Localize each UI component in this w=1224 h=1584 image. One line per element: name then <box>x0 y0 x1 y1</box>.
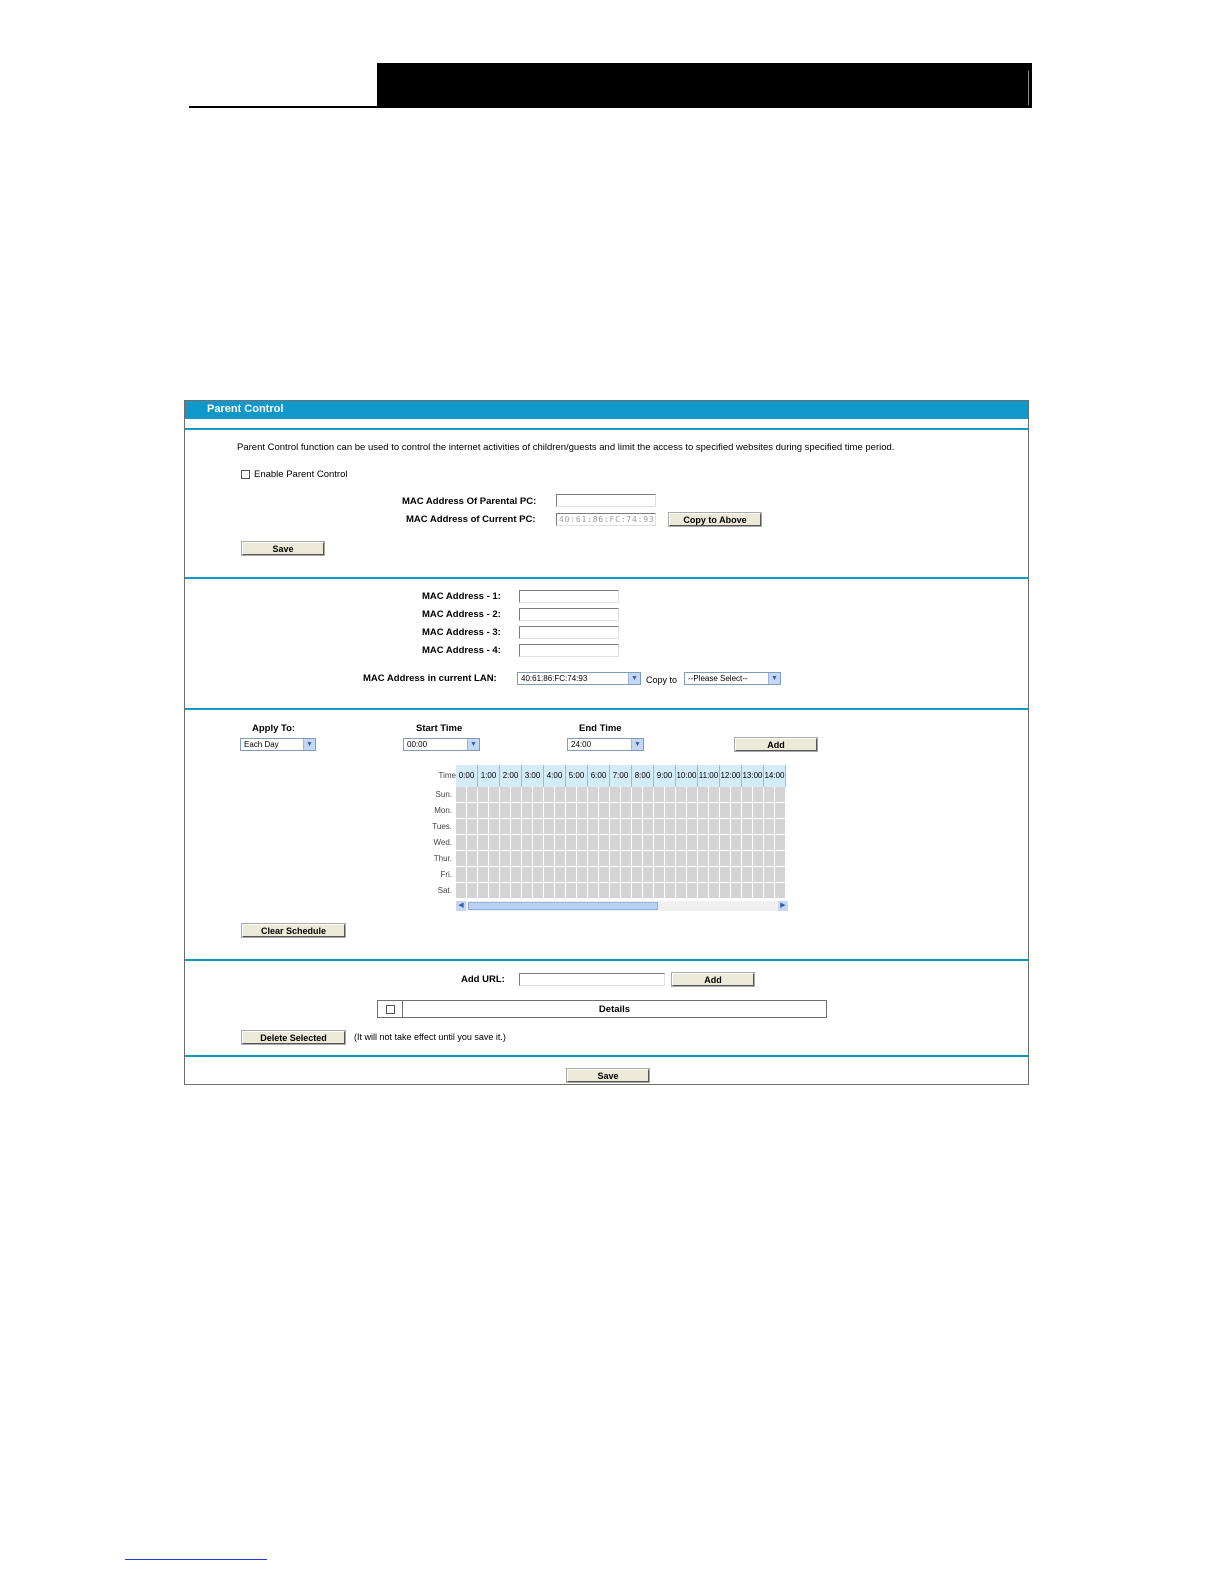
grid-cell[interactable] <box>489 803 500 819</box>
grid-cell[interactable] <box>599 787 610 803</box>
grid-cell[interactable] <box>610 803 621 819</box>
select-all-checkbox[interactable] <box>386 1005 395 1014</box>
grid-cell[interactable] <box>599 819 610 835</box>
grid-cell[interactable] <box>500 851 511 867</box>
grid-cell[interactable] <box>742 835 753 851</box>
grid-cell[interactable] <box>522 867 533 883</box>
grid-cell[interactable] <box>588 851 599 867</box>
grid-cell[interactable] <box>676 819 687 835</box>
grid-day-label: Thur. <box>433 854 452 863</box>
grid-cell[interactable] <box>599 867 610 883</box>
grid-cell[interactable] <box>610 867 621 883</box>
grid-cell[interactable] <box>698 803 709 819</box>
grid-cell[interactable] <box>566 867 577 883</box>
mac-address-3-input[interactable] <box>519 626 619 639</box>
grid-cell[interactable] <box>489 819 500 835</box>
chevron-down-icon: ▼ <box>628 673 640 684</box>
grid-cell[interactable] <box>577 867 588 883</box>
grid-hour-header: 8:00 <box>632 765 654 787</box>
grid-cell[interactable] <box>720 883 731 899</box>
grid-cell[interactable] <box>522 851 533 867</box>
grid-cell[interactable] <box>775 819 786 835</box>
grid-hour-header: 0:00 <box>456 765 478 787</box>
grid-cell[interactable] <box>533 803 544 819</box>
grid-cell[interactable] <box>709 819 720 835</box>
grid-cell[interactable] <box>742 883 753 899</box>
grid-cell[interactable] <box>577 883 588 899</box>
grid-cell[interactable] <box>632 819 643 835</box>
document-header-bar <box>377 63 1032 108</box>
grid-cell[interactable] <box>577 787 588 803</box>
grid-cell[interactable] <box>467 803 478 819</box>
grid-day-label: Mon. <box>434 806 452 815</box>
grid-cell[interactable] <box>742 787 753 803</box>
section-divider <box>185 1055 1028 1057</box>
grid-cell[interactable] <box>764 867 775 883</box>
grid-cell[interactable] <box>577 835 588 851</box>
grid-cell[interactable] <box>632 787 643 803</box>
grid-hour-header: 2:00 <box>500 765 522 787</box>
grid-cell[interactable] <box>456 787 467 803</box>
grid-cell[interactable] <box>742 819 753 835</box>
grid-cell[interactable] <box>500 835 511 851</box>
grid-cell[interactable] <box>456 851 467 867</box>
grid-cell[interactable] <box>709 803 720 819</box>
grid-hour-header: 3:00 <box>522 765 544 787</box>
delete-selected-button[interactable]: Delete Selected <box>242 1031 345 1044</box>
grid-cell[interactable] <box>698 867 709 883</box>
mac-in-lan-value: 40:61:86:FC:74:93 <box>521 674 588 683</box>
grid-cell[interactable] <box>489 867 500 883</box>
clear-schedule-button[interactable]: Clear Schedule <box>242 924 345 937</box>
grid-hour-header: 6:00 <box>588 765 610 787</box>
grid-cell[interactable] <box>555 867 566 883</box>
grid-cell[interactable] <box>544 851 555 867</box>
grid-cell[interactable] <box>731 851 742 867</box>
grid-cell[interactable] <box>610 835 621 851</box>
section-divider <box>185 577 1028 579</box>
grid-cell[interactable] <box>544 803 555 819</box>
grid-cell[interactable] <box>566 803 577 819</box>
grid-cell[interactable] <box>687 851 698 867</box>
grid-cell[interactable] <box>588 787 599 803</box>
grid-cell[interactable] <box>654 867 665 883</box>
grid-cell[interactable] <box>456 883 467 899</box>
apply-to-value: Each Day <box>244 740 279 749</box>
grid-cell[interactable] <box>709 787 720 803</box>
grid-cell[interactable] <box>577 819 588 835</box>
grid-cell[interactable] <box>720 803 731 819</box>
grid-cell[interactable] <box>522 883 533 899</box>
grid-cell[interactable] <box>775 803 786 819</box>
grid-cell[interactable] <box>698 819 709 835</box>
grid-cell[interactable] <box>555 851 566 867</box>
grid-cell[interactable] <box>687 803 698 819</box>
grid-cell[interactable] <box>632 835 643 851</box>
grid-cell[interactable] <box>511 819 522 835</box>
grid-cell[interactable] <box>511 883 522 899</box>
grid-cell[interactable] <box>753 803 764 819</box>
grid-cell[interactable] <box>720 867 731 883</box>
grid-cell[interactable] <box>654 819 665 835</box>
current-pc-label: MAC Address of Current PC: <box>406 514 536 525</box>
grid-cell[interactable] <box>764 883 775 899</box>
grid-cell[interactable] <box>632 803 643 819</box>
grid-hour-header: 1:00 <box>478 765 500 787</box>
grid-cell[interactable] <box>731 883 742 899</box>
description-text: Parent Control function can be used to control the internet activities of children/guests and limit the access to specified websites during specified time period. <box>237 442 895 453</box>
grid-cell[interactable] <box>731 803 742 819</box>
grid-cell[interactable] <box>621 819 632 835</box>
grid-hour-header: 13:00 <box>742 765 764 787</box>
grid-cell[interactable] <box>643 851 654 867</box>
grid-cell[interactable] <box>698 883 709 899</box>
grid-cell[interactable] <box>599 803 610 819</box>
grid-cell[interactable] <box>753 819 764 835</box>
grid-cell[interactable] <box>775 867 786 883</box>
grid-cell[interactable] <box>544 819 555 835</box>
grid-cell[interactable] <box>775 883 786 899</box>
grid-cell[interactable] <box>742 851 753 867</box>
apply-to-label: Apply To: <box>252 723 296 734</box>
scrollbar-thumb[interactable] <box>468 902 658 910</box>
grid-cell[interactable] <box>467 835 478 851</box>
grid-cell[interactable] <box>555 883 566 899</box>
grid-cell[interactable] <box>555 803 566 819</box>
mac-address-1-input[interactable] <box>519 590 619 603</box>
details-header: Details <box>598 1004 631 1015</box>
grid-cell[interactable] <box>522 819 533 835</box>
grid-cell[interactable] <box>456 819 467 835</box>
grid-cell[interactable] <box>500 787 511 803</box>
grid-cell[interactable] <box>522 803 533 819</box>
section-divider <box>185 428 1028 430</box>
add-url-button[interactable]: Add <box>672 973 754 986</box>
copy-to-label: Copy to <box>646 675 678 685</box>
grid-cell[interactable] <box>610 819 621 835</box>
grid-cell[interactable] <box>643 883 654 899</box>
grid-cell[interactable] <box>555 819 566 835</box>
grid-cell[interactable] <box>621 803 632 819</box>
grid-cell[interactable] <box>489 787 500 803</box>
grid-cell[interactable] <box>665 787 676 803</box>
parental-pc-mac-input[interactable] <box>556 494 656 507</box>
grid-cell[interactable] <box>753 867 764 883</box>
grid-cell[interactable] <box>643 819 654 835</box>
section-divider <box>185 708 1028 710</box>
panel-title: Parent Control <box>185 401 1028 419</box>
grid-cell[interactable] <box>654 851 665 867</box>
grid-day-label: Sun. <box>435 790 452 799</box>
grid-cell[interactable] <box>753 851 764 867</box>
grid-cell[interactable] <box>533 819 544 835</box>
mac-in-lan-label: MAC Address in current LAN: <box>363 673 497 684</box>
grid-cell[interactable] <box>566 835 577 851</box>
grid-cell[interactable] <box>753 883 764 899</box>
grid-cell[interactable] <box>544 835 555 851</box>
grid-cell[interactable] <box>533 851 544 867</box>
grid-cell[interactable] <box>676 883 687 899</box>
chevron-down-icon: ▼ <box>768 673 780 684</box>
grid-cell[interactable] <box>742 867 753 883</box>
grid-cell[interactable] <box>511 787 522 803</box>
grid-cell[interactable] <box>632 867 643 883</box>
grid-hour-header: 14:00 <box>764 765 786 787</box>
grid-day-label: Wed. <box>433 838 452 847</box>
grid-cell[interactable] <box>544 867 555 883</box>
copy-to-value: --Please Select-- <box>688 674 748 683</box>
grid-cell[interactable] <box>632 883 643 899</box>
mac-address-3-label: MAC Address - 3: <box>422 627 501 638</box>
grid-cell[interactable] <box>720 787 731 803</box>
grid-cell[interactable] <box>621 867 632 883</box>
grid-cell[interactable] <box>533 883 544 899</box>
grid-cell[interactable] <box>522 787 533 803</box>
grid-cell[interactable] <box>665 819 676 835</box>
grid-cell[interactable] <box>687 835 698 851</box>
end-time-value: 24:00 <box>571 740 592 749</box>
grid-cell[interactable] <box>610 883 621 899</box>
grid-cell[interactable] <box>478 787 489 803</box>
grid-cell[interactable] <box>577 851 588 867</box>
grid-cell[interactable] <box>731 819 742 835</box>
grid-cell[interactable] <box>654 787 665 803</box>
grid-cell[interactable] <box>511 803 522 819</box>
grid-cell[interactable] <box>566 819 577 835</box>
grid-day-label: Tues. <box>432 822 452 831</box>
chevron-down-icon: ▼ <box>303 739 315 750</box>
footer-save-button[interactable]: Save <box>567 1069 649 1082</box>
grid-cell[interactable] <box>533 787 544 803</box>
grid-cell[interactable] <box>533 835 544 851</box>
enable-parent-control-label: Enable Parent Control <box>254 469 348 480</box>
grid-cell[interactable] <box>720 819 731 835</box>
start-time-label: Start Time <box>416 723 463 734</box>
grid-cell[interactable] <box>577 803 588 819</box>
grid-cell[interactable] <box>720 835 731 851</box>
grid-cell[interactable] <box>500 867 511 883</box>
grid-cell[interactable] <box>687 883 698 899</box>
grid-cell[interactable] <box>643 803 654 819</box>
parental-pc-label: MAC Address Of Parental PC: <box>402 496 537 507</box>
grid-cell[interactable] <box>599 883 610 899</box>
grid-cell[interactable] <box>489 835 500 851</box>
grid-cell[interactable] <box>643 835 654 851</box>
mac-address-4-input[interactable] <box>519 644 619 657</box>
grid-cell[interactable] <box>764 787 775 803</box>
grid-cell[interactable] <box>621 835 632 851</box>
grid-cell[interactable] <box>632 851 643 867</box>
grid-cell[interactable] <box>588 867 599 883</box>
grid-cell[interactable] <box>709 867 720 883</box>
grid-cell[interactable] <box>456 867 467 883</box>
grid-cell[interactable] <box>698 835 709 851</box>
mac-address-2-label: MAC Address - 2: <box>422 609 501 620</box>
chevron-down-icon: ▼ <box>467 739 479 750</box>
grid-cell[interactable] <box>621 851 632 867</box>
grid-hour-header: 10:00 <box>676 765 698 787</box>
grid-cell[interactable] <box>698 787 709 803</box>
add-url-input[interactable] <box>519 973 665 986</box>
grid-cell[interactable] <box>610 787 621 803</box>
grid-cell[interactable] <box>555 835 566 851</box>
grid-hour-header: 4:00 <box>544 765 566 787</box>
grid-cell[interactable] <box>753 835 764 851</box>
grid-cell[interactable] <box>566 787 577 803</box>
chevron-down-icon: ▼ <box>631 739 643 750</box>
mac-address-4-label: MAC Address - 4: <box>422 645 501 656</box>
end-time-label: End Time <box>579 723 622 734</box>
grid-cell[interactable] <box>676 835 687 851</box>
grid-cell[interactable] <box>489 883 500 899</box>
grid-time-header: Time <box>427 765 456 787</box>
grid-cell[interactable] <box>764 803 775 819</box>
mac-address-2-input[interactable] <box>519 608 619 621</box>
current-pc-mac-input: 40:61:86:FC:74:93 <box>556 513 656 526</box>
add-schedule-button[interactable]: Add <box>735 738 817 751</box>
grid-cell[interactable] <box>665 867 676 883</box>
grid-cells[interactable] <box>456 787 788 899</box>
grid-hour-header: 12:00 <box>720 765 742 787</box>
grid-cell[interactable] <box>753 787 764 803</box>
grid-cell[interactable] <box>775 851 786 867</box>
grid-cell[interactable] <box>687 787 698 803</box>
grid-cell[interactable] <box>500 803 511 819</box>
grid-cell[interactable] <box>522 835 533 851</box>
grid-cell[interactable] <box>676 851 687 867</box>
save-button[interactable]: Save <box>242 542 324 555</box>
grid-cell[interactable] <box>764 819 775 835</box>
scroll-left-icon[interactable]: ◀ <box>456 901 466 911</box>
grid-cell[interactable] <box>731 787 742 803</box>
document-header-rule <box>189 106 1032 108</box>
grid-cell[interactable] <box>665 835 676 851</box>
grid-cell[interactable] <box>731 867 742 883</box>
grid-cell[interactable] <box>621 787 632 803</box>
grid-cell[interactable] <box>621 883 632 899</box>
grid-cell[interactable] <box>478 851 489 867</box>
grid-cell[interactable] <box>467 867 478 883</box>
grid-cell[interactable] <box>742 803 753 819</box>
grid-day-label: Fri. <box>440 870 452 879</box>
grid-cell[interactable] <box>500 819 511 835</box>
grid-cell[interactable] <box>566 851 577 867</box>
grid-cell[interactable] <box>500 883 511 899</box>
grid-hour-header-row <box>456 765 788 787</box>
grid-cell[interactable] <box>654 883 665 899</box>
grid-cell[interactable] <box>676 867 687 883</box>
grid-cell[interactable] <box>533 867 544 883</box>
grid-cell[interactable] <box>720 851 731 867</box>
grid-cell[interactable] <box>544 787 555 803</box>
grid-cell[interactable] <box>478 835 489 851</box>
grid-cell[interactable] <box>676 803 687 819</box>
grid-cell[interactable] <box>687 819 698 835</box>
grid-cell[interactable] <box>555 787 566 803</box>
grid-cell[interactable] <box>566 883 577 899</box>
grid-cell[interactable] <box>665 851 676 867</box>
grid-cell[interactable] <box>643 867 654 883</box>
add-url-label: Add URL: <box>461 974 505 985</box>
grid-cell[interactable] <box>588 819 599 835</box>
parent-control-panel <box>184 400 1029 1085</box>
grid-cell[interactable] <box>467 851 478 867</box>
grid-cell[interactable] <box>610 851 621 867</box>
grid-cell[interactable] <box>775 787 786 803</box>
mac-address-1-label: MAC Address - 1: <box>422 591 501 602</box>
grid-cell[interactable] <box>654 835 665 851</box>
grid-cell[interactable] <box>478 803 489 819</box>
start-time-value: 00:00 <box>407 740 428 749</box>
grid-cell[interactable] <box>511 867 522 883</box>
grid-cell[interactable] <box>687 867 698 883</box>
grid-cell[interactable] <box>764 851 775 867</box>
grid-cell[interactable] <box>775 835 786 851</box>
grid-cell[interactable] <box>511 851 522 867</box>
copy-to-above-button[interactable]: Copy to Above <box>669 513 761 526</box>
grid-cell[interactable] <box>709 835 720 851</box>
end-time-select[interactable] <box>567 738 644 751</box>
grid-cell[interactable] <box>764 835 775 851</box>
grid-cell[interactable] <box>709 883 720 899</box>
start-time-select[interactable] <box>403 738 480 751</box>
mac-in-lan-select[interactable] <box>517 672 641 685</box>
url-details-table <box>377 1000 827 1018</box>
grid-cell[interactable] <box>456 835 467 851</box>
grid-cell[interactable] <box>478 819 489 835</box>
grid-cell[interactable] <box>709 851 720 867</box>
grid-cell[interactable] <box>599 835 610 851</box>
scroll-right-icon[interactable]: ▶ <box>778 901 788 911</box>
copy-to-select[interactable] <box>684 672 781 685</box>
grid-cell[interactable] <box>467 883 478 899</box>
grid-cell[interactable] <box>511 835 522 851</box>
grid-cell[interactable] <box>731 835 742 851</box>
grid-cell[interactable] <box>478 883 489 899</box>
grid-cell[interactable] <box>467 787 478 803</box>
grid-cell[interactable] <box>467 819 478 835</box>
grid-cell[interactable] <box>588 835 599 851</box>
grid-cell[interactable] <box>588 883 599 899</box>
apply-to-select[interactable] <box>240 738 316 751</box>
grid-cell[interactable] <box>544 883 555 899</box>
grid-horizontal-scrollbar[interactable] <box>456 901 788 911</box>
enable-parent-control-checkbox[interactable] <box>241 470 250 479</box>
footer-link-underline <box>125 1559 267 1560</box>
grid-day-label: Sat. <box>437 886 452 895</box>
schedule-grid <box>427 765 788 913</box>
grid-cell[interactable] <box>599 851 610 867</box>
grid-cell[interactable] <box>489 851 500 867</box>
section-divider <box>185 959 1028 961</box>
save-note: (It will not take effect until you save it.) <box>354 1032 506 1042</box>
grid-cell[interactable] <box>698 851 709 867</box>
grid-cell[interactable] <box>665 883 676 899</box>
grid-hour-header: 11:00 <box>698 765 720 787</box>
grid-hour-header: 7:00 <box>610 765 632 787</box>
grid-cell[interactable] <box>588 803 599 819</box>
grid-hour-header: 5:00 <box>566 765 588 787</box>
grid-cell[interactable] <box>676 787 687 803</box>
grid-cell[interactable] <box>456 803 467 819</box>
grid-cell[interactable] <box>665 803 676 819</box>
grid-cell[interactable] <box>478 867 489 883</box>
grid-cell[interactable] <box>643 787 654 803</box>
grid-day-column <box>427 787 456 899</box>
grid-cell[interactable] <box>654 803 665 819</box>
grid-hour-header: 9:00 <box>654 765 676 787</box>
